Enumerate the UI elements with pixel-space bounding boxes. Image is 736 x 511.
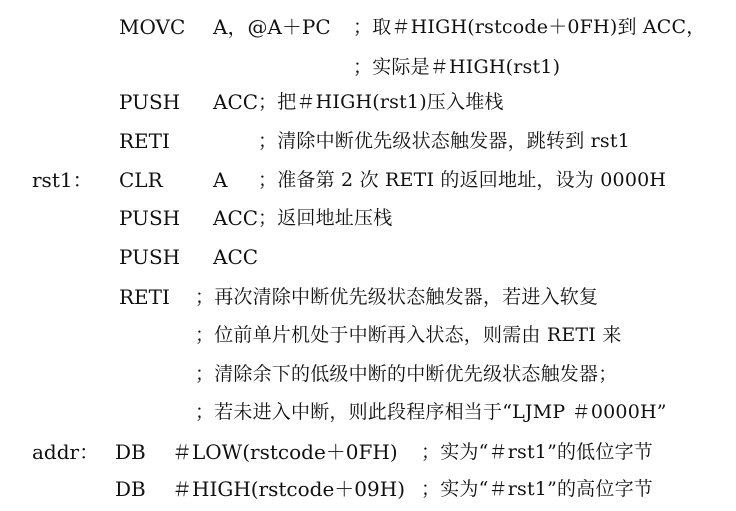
line-opcode: RETI (119, 129, 170, 153)
line-comment: ；若未进入中断，则此段程序相当于“LJMP ＃0000H” (195, 401, 667, 423)
line-opcode: CLR (119, 168, 163, 192)
line-operand: ACC (213, 206, 259, 230)
line-comment: ；返回地址压栈 (258, 207, 393, 229)
line-comment: ；实际是＃HIGH(rst1) (353, 56, 561, 78)
line-comment: ；把＃HIGH(rst1)压入堆栈 (258, 91, 504, 113)
line-opcode: PUSH (119, 245, 181, 269)
line-operand: ＃HIGH(rstcode＋09H) (172, 477, 405, 501)
code-line (0, 165, 736, 195)
line-comment: ；取＃HIGH(rstcode＋0FH)到 ACC， (353, 16, 706, 38)
line-label: rst1： (32, 168, 93, 192)
line-operand: ＃LOW(rstcode＋0FH) (172, 440, 398, 464)
code-line (0, 359, 736, 389)
code-line (0, 320, 736, 350)
line-comment: ；清除余下的低级中断的中断优先级状态触发器； (195, 363, 618, 385)
line-comment: ；实为“＃rst1”的低位字节 (421, 441, 653, 463)
line-operand: A (213, 168, 228, 192)
line-operand: ACC (213, 90, 259, 114)
code-line (0, 242, 736, 272)
code-line (0, 437, 736, 467)
line-opcode: DB (115, 440, 146, 464)
line-operand: A，@A＋PC (213, 15, 331, 39)
code-line (0, 474, 736, 504)
line-comment: ；位前单片机处于中断再入状态，则需由 RETI 来 (195, 324, 622, 346)
code-line (0, 203, 736, 233)
code-line (0, 397, 736, 427)
code-line (0, 87, 736, 117)
line-comment: ；准备第 2 次 RETI 的返回地址，设为 0000H (258, 169, 667, 191)
line-opcode: PUSH (119, 206, 181, 230)
line-opcode: PUSH (119, 90, 181, 114)
line-operand: ACC (213, 245, 259, 269)
line-label: addr： (32, 440, 100, 464)
line-comment: ；实为“＃rst1”的高位字节 (421, 478, 653, 500)
line-comment: ；清除中断优先级状态触发器，跳转到 rst1 (258, 130, 630, 152)
line-opcode: DB (115, 477, 146, 501)
line-comment: ；再次清除中断优先级状态触发器，若进入软复 (195, 286, 599, 308)
code-line (0, 52, 736, 82)
line-opcode: MOVC (119, 15, 186, 39)
code-line (0, 12, 736, 42)
code-line (0, 126, 736, 156)
line-opcode: RETI (119, 285, 170, 309)
code-line (0, 282, 736, 312)
